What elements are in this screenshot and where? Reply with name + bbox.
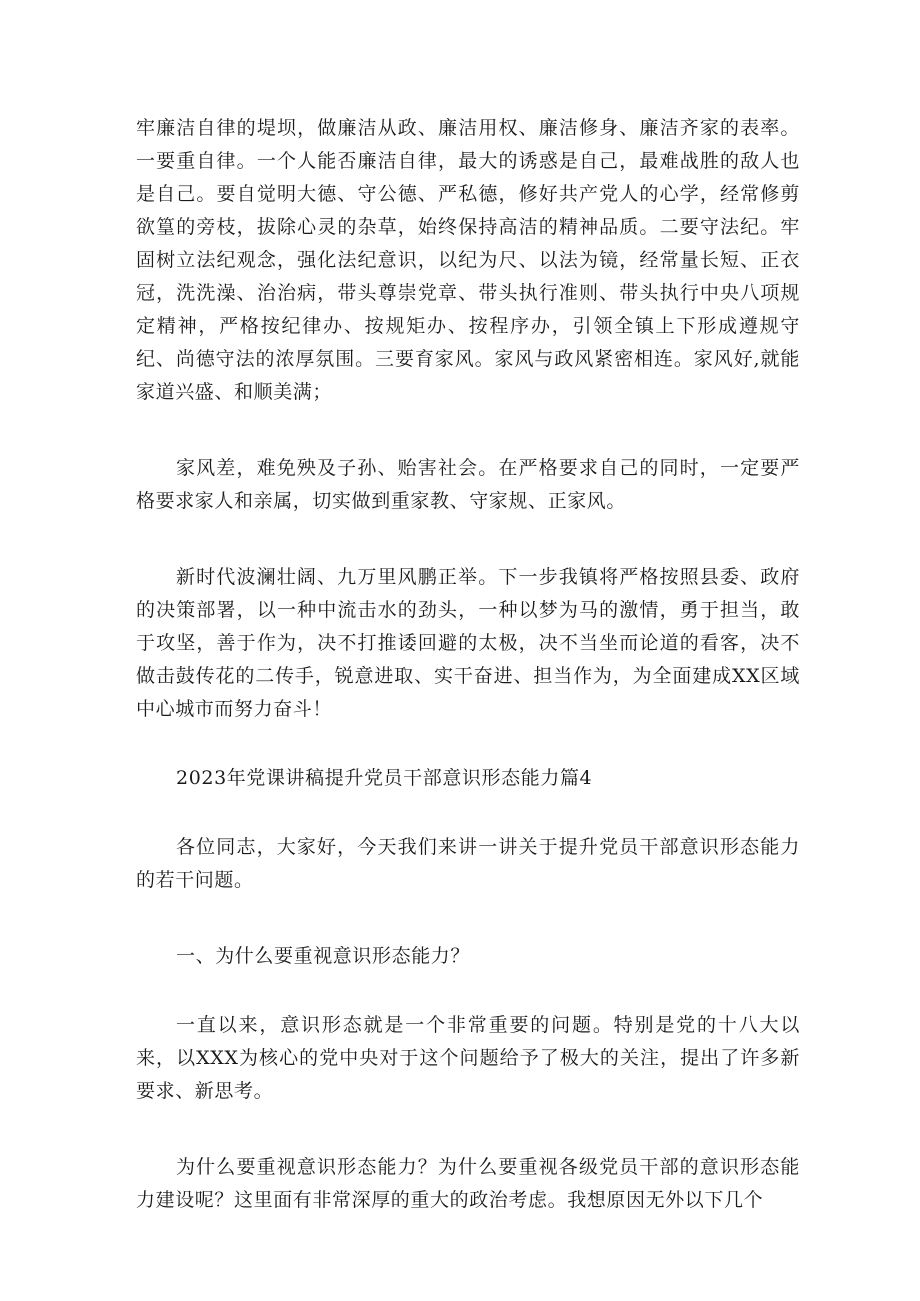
paragraph-greeting: 各位同志，大家好，今天我们来讲一讲关于提升党员干部意识形态能力的若干问题。 xyxy=(136,836,800,891)
paragraph-integrity-self-discipline: 牢廉洁自律的堤坝，做廉洁从政、廉洁用权、廉洁修身、廉洁齐家的表率。一要重自律。一个人能否廉洁自律，最大的诱惑是自己，最难战胜的敌人也是自己。要自觉明大德、守公德、严私德，修好共产党人的心学，经常修剪欲篁的旁枝，拔除心灵的杂草，始终保持高洁的精神品质。二要守法纪。牢固树立法纪观念，强化法纪意识，以纪为尺、以法为镜，经常量长短、正衣冠，洗洗澡、治治病，带头尊崇党章、带头执行准则、带头执行中央八项规定精神，严格按纪律办、按规矩办、按程序办，引领全镇上下形成遵规守纪、尚德守法的浓厚氛围。三要育家风。家风与政风紧密相连。家风好,就能家道兴盛、和顺美满； xyxy=(136,117,800,403)
paragraph-family-style: 家风差，难免殃及子孙、贻害社会。在严格要求自己的同时，一定要严格要求家人和亲属，切实做到重家教、守家规、正家风。 xyxy=(136,457,800,512)
paragraph-political-considerations: 为什么要重视意识形态能力？为什么要重视各级党员干部的意识形态能力建设呢？这里面有非常深厚的重大的政治考虑。我想原因无外以下几个 xyxy=(136,1156,800,1211)
paragraph-new-era: 新时代波澜壮阔、九万里风鹏正举。下一步我镇将严格按照县委、政府的决策部署，以一种中流击水的劲头，一种以梦为马的激情，勇于担当，敢于攻坚，善于作为，决不打推诿回避的太极，决不当坐而论道的看客，决不做击鼓传花的二传手，锐意进取、实干奋进、担当作为，为全面建成XX区域中心城市而努力奋斗！ xyxy=(136,566,800,720)
heading-why-ideology: 一、为什么要重视意识形态能力？ xyxy=(176,945,471,967)
paragraph-ideology-importance: 一直以来，意识形态就是一个非常重要的问题。特别是党的十八大以来，以XXX为核心的党中央对于这个问题给予了极大的关注，提出了许多新要求、新思考。 xyxy=(136,1014,800,1102)
section-title: 2023年党课讲稿提升党员干部意识形态能力篇4 xyxy=(176,767,593,789)
